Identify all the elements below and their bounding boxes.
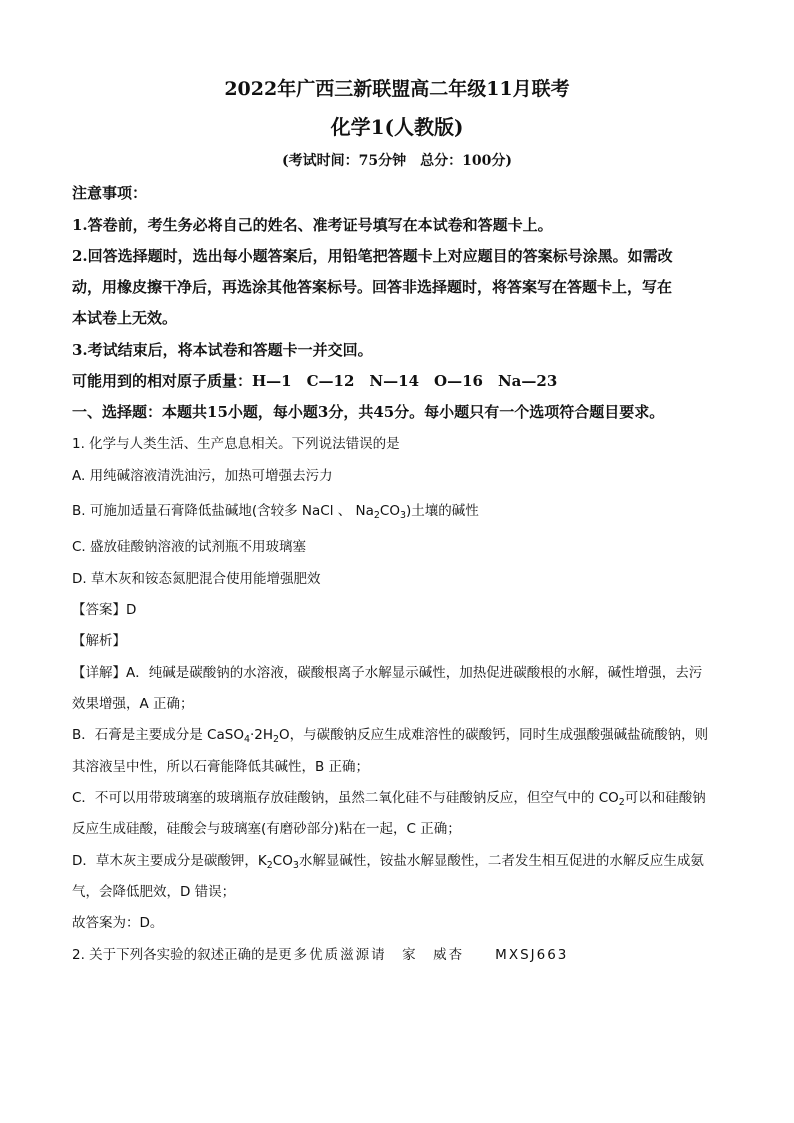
question-2-line xyxy=(72,943,732,963)
note-item: 本试卷上无效。 xyxy=(72,309,178,327)
option-b: B. 可施加适量石膏降低盐碱地(含较多 NaCl 、 $Na_2CO_3$)土壤的碱性 xyxy=(72,503,479,521)
detail-line: 效果增强，A 正确； xyxy=(72,696,194,712)
option-a: A. 用纯碱溶液清洗油污，加热可增强去污力 xyxy=(72,468,333,484)
question-2-stem: 2. 关于下列各实验的叙述正确的是 xyxy=(72,947,279,963)
detail-line: C．不可以用带玻璃塞的玻璃瓶存放硅酸钠，虽然二氧化硅不与硅酸钠反应，但空气中的 $CO_2$可以和硅酸钠 xyxy=(72,790,706,808)
note-item: 1.答卷前，考生务必将自己的姓名、准考证号填写在本试卷和答题卡上。 xyxy=(72,216,553,234)
note-item: 2.回答选择题时，选出每小题答案后，用铅笔把答题卡上对应题目的答案标号涂黑。如需改 xyxy=(72,247,673,265)
conclusion-line: 故答案为：D。 xyxy=(72,915,164,931)
analysis-label: 【解析】 xyxy=(72,633,126,649)
detail-line: 气，会降低肥效，D 错误； xyxy=(72,884,236,900)
detail-line: 反应生成硅酸，硅酸会与玻璃塞(有磨砂部分)粘在一起，C 正确； xyxy=(72,821,461,837)
answer-label: 【答案】 xyxy=(72,602,126,618)
subject-title: 化学1(人教版) xyxy=(330,115,464,139)
notes-heading: 注意事项： xyxy=(72,184,148,202)
exam-title: 2022年广西三新联盟高二年级11月联考 xyxy=(224,78,570,100)
detail-line: D．草木灰主要成分是碳酸钾，$K_2CO_3$水解显碱性，铵盐水解显酸性，二者发生相互促进的水解反应生成氨 xyxy=(72,853,704,871)
section-heading: 一、选择题：本题共15小题，每小题3分，共45分。每小题只有一个选项符合题目要求。 xyxy=(72,403,665,421)
note-item: 动，用橡皮擦干净后，再选涂其他答案标号。回答非选择题时，将答案写在答题卡上，写在 xyxy=(72,278,673,296)
exam-info: (考试时间：75分钟 总分：100分) xyxy=(282,153,512,169)
watermark-text: 更多优质滋源请 家 威杏 MXSJ663 xyxy=(278,947,569,963)
question-1-stem: 1. 化学与人类生活、生产息息相关。下列说法错误的是 xyxy=(72,436,400,452)
answer-line xyxy=(72,598,732,618)
answer-value: D xyxy=(126,602,137,618)
note-item: 3.考试结束后，将本试卷和答题卡一并交回。 xyxy=(72,341,373,359)
option-c: C. 盛放硅酸钠溶液的试剂瓶不用玻璃塞 xyxy=(72,539,307,555)
detail-line: 其溶液呈中性，所以石膏能降低其碱性，B 正确； xyxy=(72,759,370,775)
detail-line: 【详解】A．纯碱是碳酸钠的水溶液，碳酸根离子水解显示碱性，加热促进碳酸根的水解，碱性增强，去污 xyxy=(72,665,703,681)
atomic-mass-line: 可能用到的相对原子质量：H—1 C—12 N—14 O—16 Na—23 xyxy=(72,372,558,390)
option-d: D. 草木灰和铵态氮肥混合使用能增强肥效 xyxy=(72,571,321,587)
detail-line: B．石膏是主要成分是 $CaSO_4\cdot 2H_2O$，与碳酸钠反应生成难溶性的碳酸钙，同时生成强酸强碱盐硫酸钠，则 xyxy=(72,727,709,745)
